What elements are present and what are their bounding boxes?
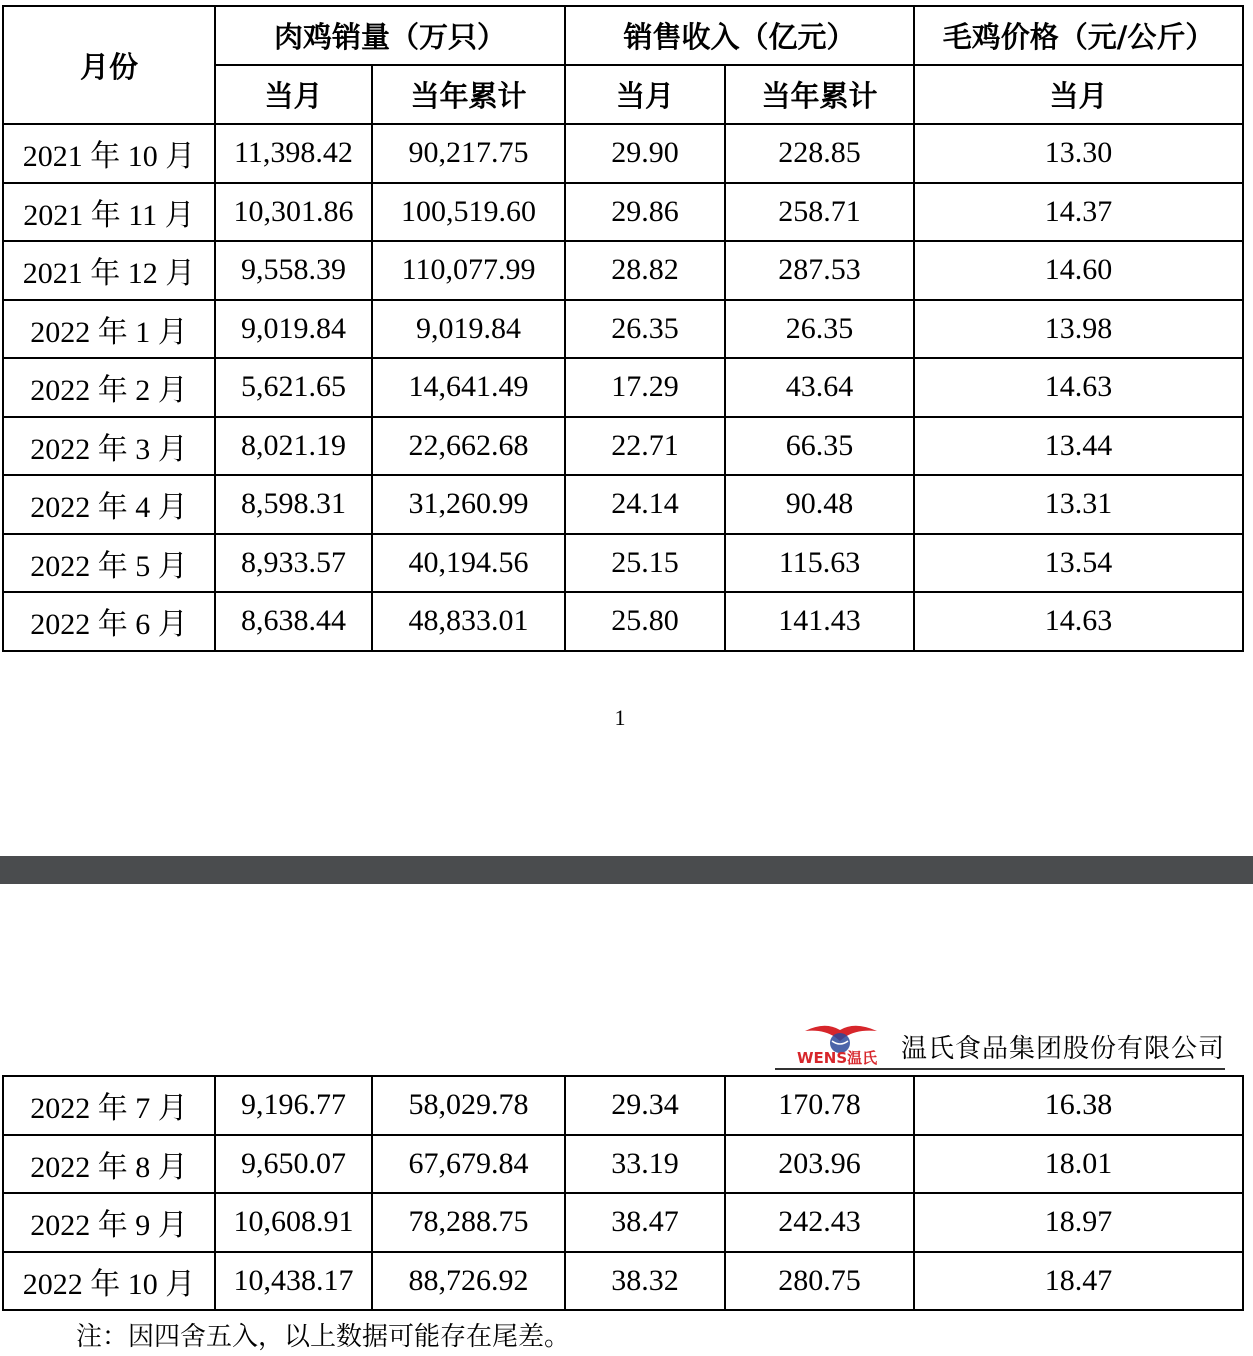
table-row	[3, 592, 1243, 651]
table-row	[3, 124, 1243, 183]
cell-price-current: 18.47	[914, 1252, 1243, 1311]
cell-sales-current: 5,621.65	[215, 358, 372, 417]
cell-sales-current: 9,019.84	[215, 300, 372, 359]
cell-price-current: 16.38	[914, 1076, 1243, 1135]
cell-revenue-ytd: 90.48	[725, 475, 914, 534]
cell-sales-ytd: 78,288.75	[372, 1193, 565, 1252]
cell-revenue-ytd: 141.43	[725, 592, 914, 651]
cell-revenue-ytd: 26.35	[725, 300, 914, 359]
cell-month: 2022 年 7 月	[3, 1076, 215, 1135]
cell-revenue-ytd: 228.85	[725, 124, 914, 183]
cell-revenue-ytd: 280.75	[725, 1252, 914, 1311]
cell-sales-ytd: 22,662.68	[372, 417, 565, 476]
cell-revenue-ytd: 43.64	[725, 358, 914, 417]
cell-revenue-ytd: 258.71	[725, 183, 914, 242]
footnote: 注：因四舍五入，以上数据可能存在尾差。	[76, 1322, 571, 1352]
cell-revenue-ytd: 170.78	[725, 1076, 914, 1135]
header-sales-volume: 肉鸡销量（万只）	[215, 6, 565, 65]
table-row	[3, 1076, 1243, 1135]
cell-sales-ytd: 58,029.78	[372, 1076, 565, 1135]
table-row	[3, 1252, 1243, 1311]
cell-revenue-ytd: 203.96	[725, 1135, 914, 1194]
cell-month: 2022 年 5 月	[3, 534, 215, 593]
table-row	[3, 534, 1243, 593]
table-row	[3, 1193, 1243, 1252]
cell-month: 2022 年 2 月	[3, 358, 215, 417]
table-row	[3, 417, 1243, 476]
cell-price-current: 14.37	[914, 183, 1243, 242]
cell-sales-ytd: 110,077.99	[372, 241, 565, 300]
cell-sales-current: 8,598.31	[215, 475, 372, 534]
sales-table-page1	[2, 5, 1244, 652]
header-price: 毛鸡价格（元/公斤）	[914, 6, 1243, 65]
cell-price-current: 13.30	[914, 124, 1243, 183]
table-row	[3, 1135, 1243, 1194]
cell-price-current: 13.54	[914, 534, 1243, 593]
cell-sales-ytd: 100,519.60	[372, 183, 565, 242]
table-row	[3, 300, 1243, 359]
page-divider	[0, 856, 1253, 884]
table-row	[3, 358, 1243, 417]
cell-price-current: 14.63	[914, 592, 1243, 651]
cell-month: 2022 年 4 月	[3, 475, 215, 534]
cell-price-current: 13.31	[914, 475, 1243, 534]
cell-revenue-current: 28.82	[565, 241, 725, 300]
header-sales-ytd: 当年累计	[372, 65, 565, 124]
cell-sales-current: 9,650.07	[215, 1135, 372, 1194]
cell-sales-ytd: 9,019.84	[372, 300, 565, 359]
header-revenue-ytd: 当年累计	[725, 65, 914, 124]
cell-revenue-current: 25.80	[565, 592, 725, 651]
cell-sales-current: 8,638.44	[215, 592, 372, 651]
cell-revenue-current: 38.47	[565, 1193, 725, 1252]
cell-price-current: 14.60	[914, 241, 1243, 300]
cell-revenue-current: 29.34	[565, 1076, 725, 1135]
cell-sales-ytd: 48,833.01	[372, 592, 565, 651]
cell-month: 2021 年 10 月	[3, 124, 215, 183]
cell-month: 2022 年 1 月	[3, 300, 215, 359]
cell-price-current: 14.63	[914, 358, 1243, 417]
table-row	[3, 183, 1243, 242]
header-rule	[775, 1068, 1225, 1070]
table-row	[3, 241, 1243, 300]
cell-sales-current: 10,301.86	[215, 183, 372, 242]
table-body-page1	[3, 124, 1243, 651]
cell-sales-ytd: 67,679.84	[372, 1135, 565, 1194]
cell-revenue-current: 17.29	[565, 358, 725, 417]
company-logo	[785, 1017, 895, 1067]
logo-text: WENS温氏	[796, 1049, 878, 1067]
cell-price-current: 18.97	[914, 1193, 1243, 1252]
cell-revenue-current: 38.32	[565, 1252, 725, 1311]
cell-sales-current: 8,021.19	[215, 417, 372, 476]
cell-revenue-ytd: 287.53	[725, 241, 914, 300]
cell-sales-current: 11,398.42	[215, 124, 372, 183]
cell-month: 2022 年 8 月	[3, 1135, 215, 1194]
cell-month: 2022 年 6 月	[3, 592, 215, 651]
cell-sales-current: 10,608.91	[215, 1193, 372, 1252]
header-revenue-current: 当月	[565, 65, 725, 124]
cell-sales-current: 9,196.77	[215, 1076, 372, 1135]
table-body-page2	[3, 1076, 1243, 1310]
cell-revenue-ytd: 66.35	[725, 417, 914, 476]
cell-revenue-ytd: 242.43	[725, 1193, 914, 1252]
table-row	[3, 475, 1243, 534]
cell-price-current: 13.98	[914, 300, 1243, 359]
cell-sales-ytd: 31,260.99	[372, 475, 565, 534]
cell-price-current: 18.01	[914, 1135, 1243, 1194]
cell-revenue-current: 29.86	[565, 183, 725, 242]
cell-revenue-current: 24.14	[565, 475, 725, 534]
cell-month: 2022 年 3 月	[3, 417, 215, 476]
cell-revenue-ytd: 115.63	[725, 534, 914, 593]
cell-price-current: 13.44	[914, 417, 1243, 476]
cell-revenue-current: 33.19	[565, 1135, 725, 1194]
sales-table-page2	[2, 1075, 1244, 1311]
cell-sales-current: 10,438.17	[215, 1252, 372, 1311]
cell-revenue-current: 29.90	[565, 124, 725, 183]
cell-revenue-current: 26.35	[565, 300, 725, 359]
header-price-current: 当月	[914, 65, 1243, 124]
page-number: 1	[614, 705, 626, 730]
company-name: 温氏食品集团股份有限公司	[900, 1034, 1225, 1064]
header-sales-current: 当月	[215, 65, 372, 124]
company-header	[785, 1005, 1225, 1067]
cell-revenue-current: 25.15	[565, 534, 725, 593]
cell-month: 2021 年 12 月	[3, 241, 215, 300]
cell-month: 2022 年 10 月	[3, 1252, 215, 1311]
cell-sales-ytd: 90,217.75	[372, 124, 565, 183]
cell-month: 2021 年 11 月	[3, 183, 215, 242]
cell-sales-ytd: 14,641.49	[372, 358, 565, 417]
cell-sales-ytd: 88,726.92	[372, 1252, 565, 1311]
cell-sales-current: 8,933.57	[215, 534, 372, 593]
cell-sales-current: 9,558.39	[215, 241, 372, 300]
cell-month: 2022 年 9 月	[3, 1193, 215, 1252]
header-month: 月份	[3, 6, 215, 124]
cell-sales-ytd: 40,194.56	[372, 534, 565, 593]
header-revenue: 销售收入（亿元）	[565, 6, 914, 65]
cell-revenue-current: 22.71	[565, 417, 725, 476]
